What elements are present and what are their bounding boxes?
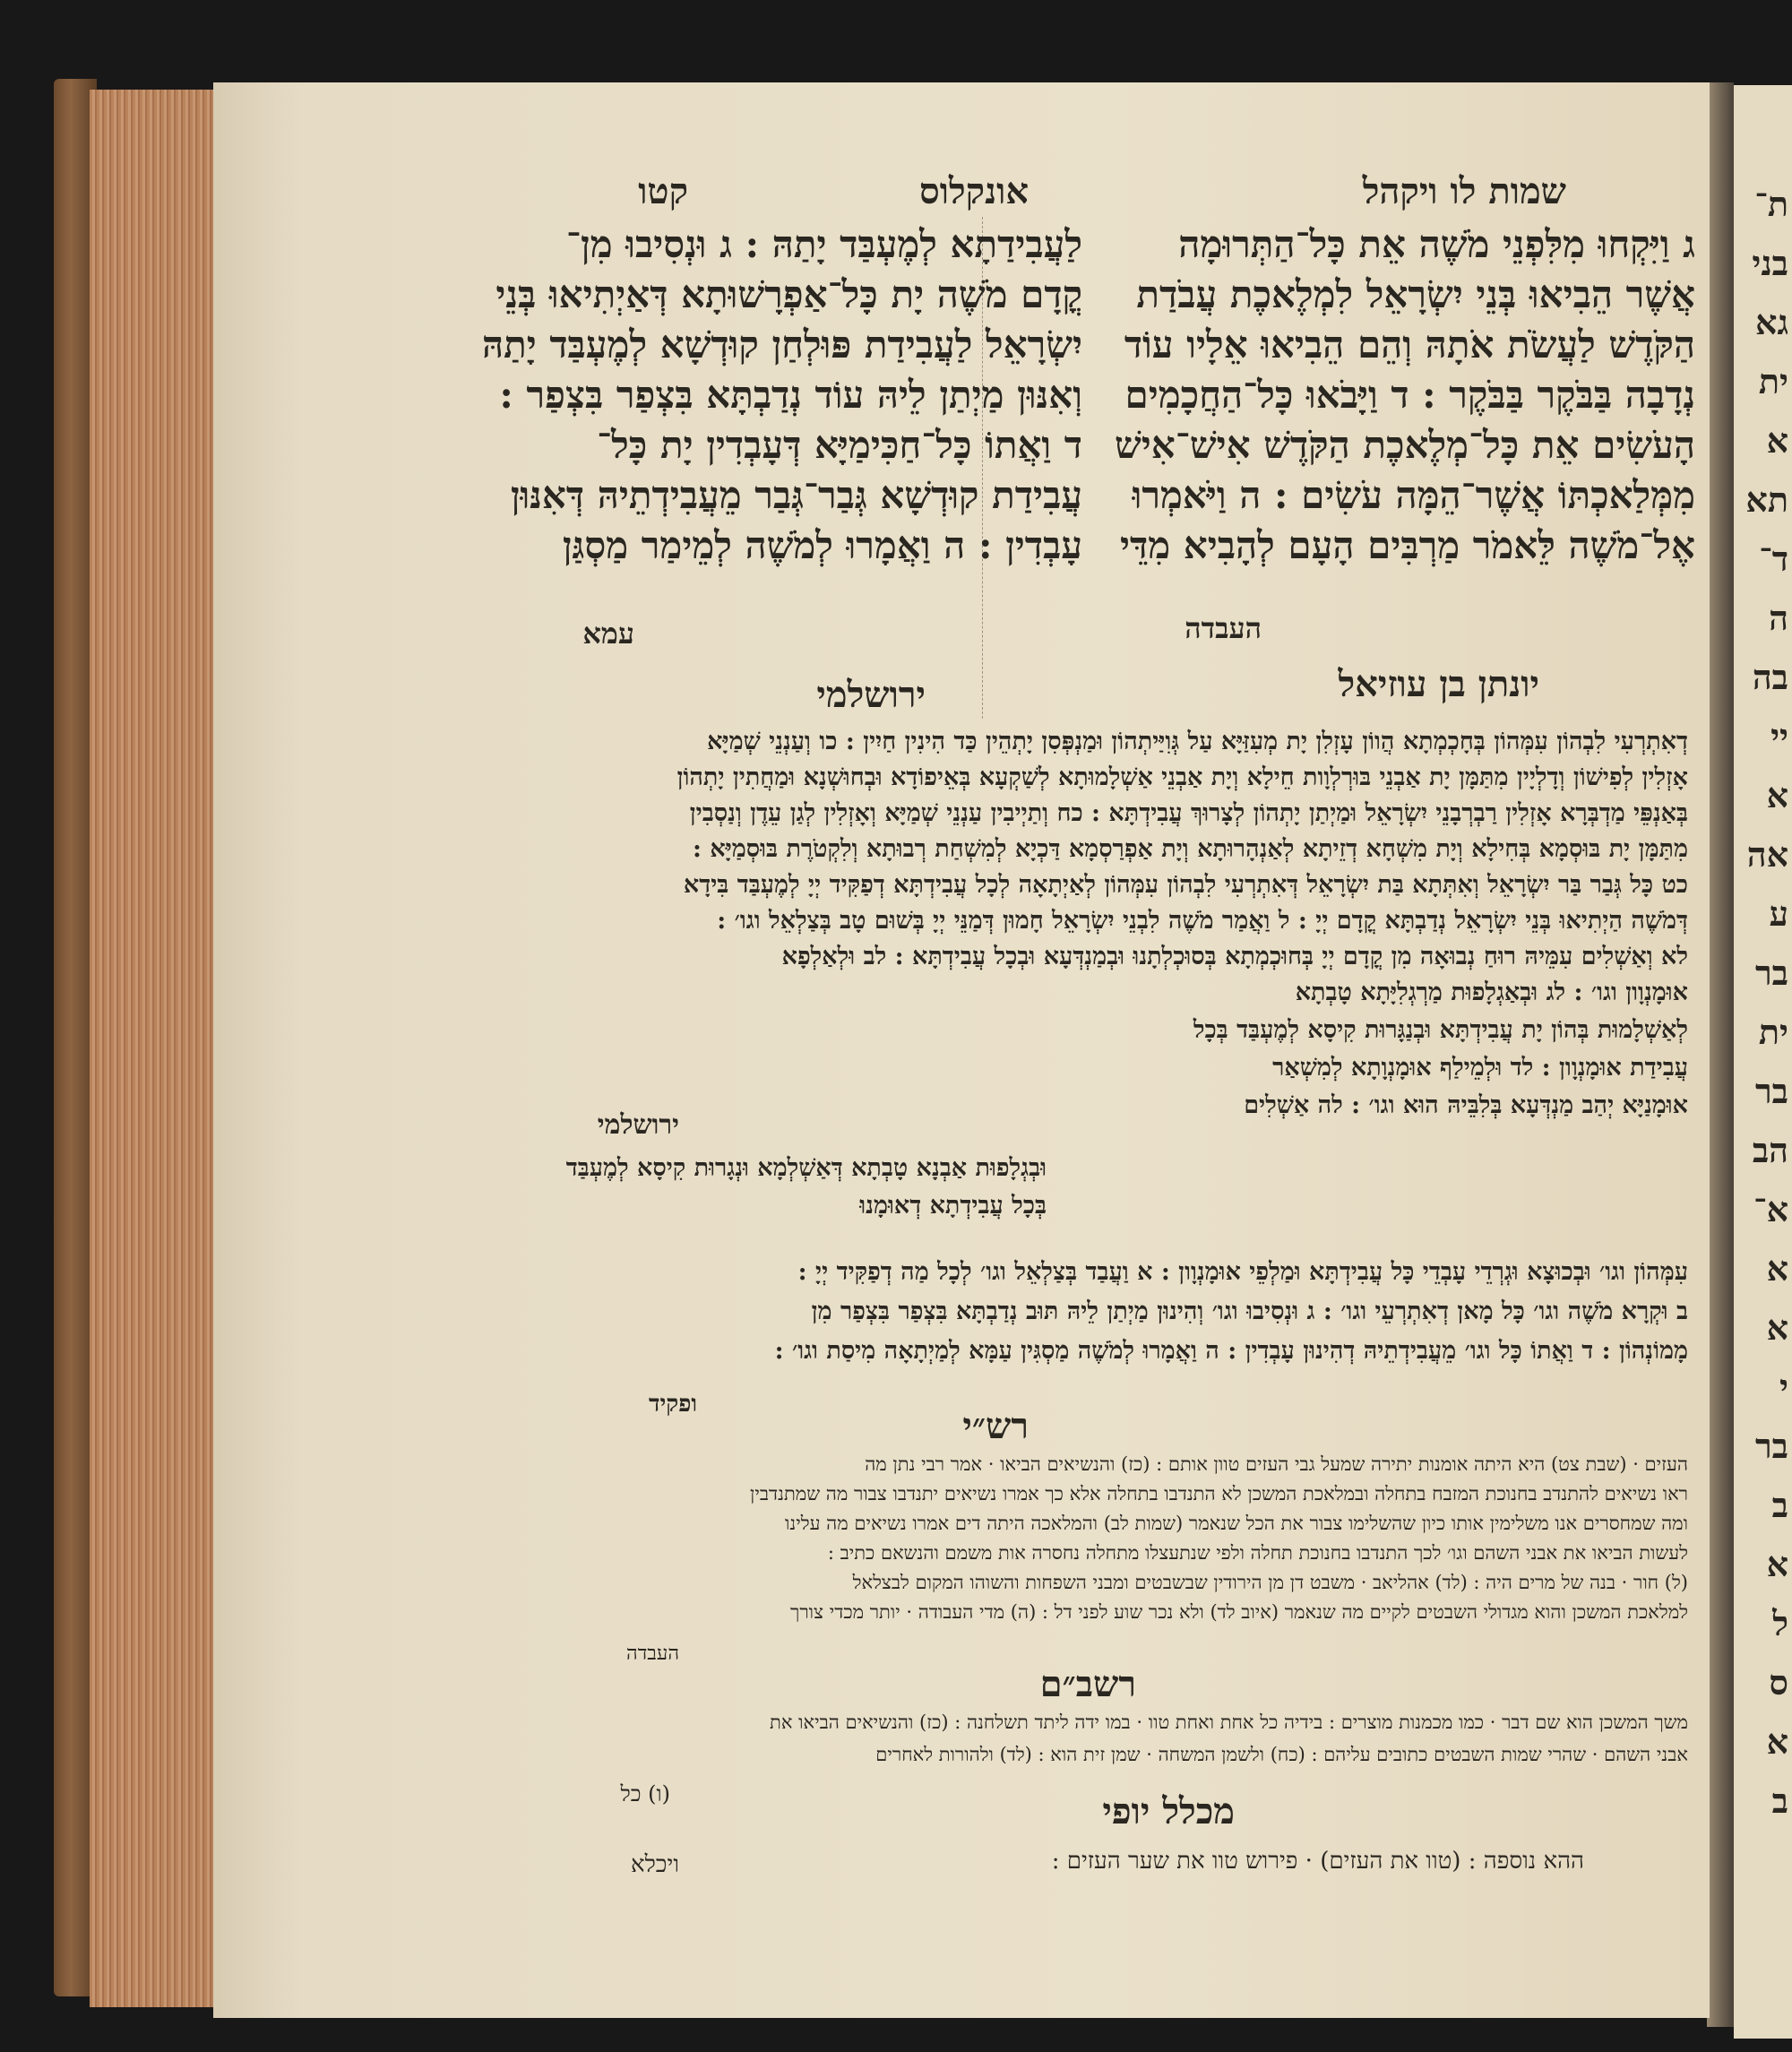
yonatan-text-bottom	[237, 1258, 1688, 1376]
rashbam-line: משך המשכן הוא שם דבר · כמו מכמנות מוצרים : בידיה כל אחת ואחת טוו · במו ידה ליתד תשלחנה : (כז) והנשיאים הביאו את	[770, 1711, 1688, 1733]
next-page-fragment: ית	[1758, 1012, 1788, 1052]
yerushalmi-line: וּבְגְלָפוּת אַבְנָא טָבְתָא דְּאַשְׁלְמָא וּנְגָרוּת קִיסָא לְמֶעְבַּד	[565, 1154, 1047, 1182]
torah-line: הַקֹּדֶשׁ לַעֲשֹׂת אֹתָהּ וְהֵם הֵבִיאוּ אֵלָיו עוֹד	[1124, 323, 1695, 366]
rashi-text	[237, 1453, 1688, 1631]
yonatan-line: כט כָּל גְּבַר בַּר יִשְׂרָאֵל וְאִתְּתָא בַּת יִשְׂרָאֵל דְּאִתְרְעִי לִבְהוֹן עִמְּהוֹן לְאַיְתָאָה לְכָל עֲבִידְתָּא דְפַקִּיד יְיָ לְמֶעְבַּד בִּידָא	[683, 871, 1688, 899]
onkelos-line: עֲבִידַת קוּדְשָׁא גְּבַר־גְּבַר מֵעֲבִידְתֵיהּ דְּאִנּוּן	[510, 473, 1082, 517]
torah-line: מִמְּלַאכְתּוֹ אֲשֶׁר־הֵמָּה עֹשִׂים : ה וַיֹּאמְרוּ	[1132, 473, 1695, 517]
rashbam-line: אבני השהם · שהרי שמות השבטים כתובים עליהם : (כח) ולשמן המשחה · שמן זית הוא : (לד) ולהורות לאחרים	[875, 1744, 1688, 1765]
mikhlal-yofi-line: ההא נוספה : (טוו את העזים) · פירוש טוו את שער העזים :	[1051, 1848, 1584, 1875]
torah-line: אֲשֶׁר הֵבִיאוּ בְּנֵי יִשְׂרָאֵל לִמְלֶאכֶת עֲבֹדַת	[1136, 272, 1695, 316]
rashbam-text	[237, 1711, 1688, 1776]
yonatan-line: אוּמָנְוָון וגו׳ : לג וּבְאַגְלָפוּת מַרְגְלִיָּתָא טָבְתָא	[1295, 979, 1688, 1006]
next-page-fragment: אה	[1746, 834, 1788, 875]
onkelos-line: עָבְדִין : ה וַאֲמָרוּ לְמֹשֶׁה לְמֵימַר מַסְגַּן	[562, 523, 1082, 567]
book-gutter	[1707, 82, 1734, 2027]
yonatan-catchword: ופקיד	[648, 1391, 697, 1418]
torah-catchword: העבדה	[1185, 611, 1262, 645]
next-page-fragment: ית	[1758, 361, 1788, 401]
next-page-fragment: ע	[1769, 893, 1788, 934]
rashi-line: ומה שמחסרים אנו משלימין אותו כיון שהשלימו צבור את הכל שנאמר (שמות לב) והמלאכה היתה דים אמרו נשיאים מה עלינו	[785, 1513, 1688, 1534]
next-page-fragment: בר	[1755, 953, 1788, 993]
yonatan-line: דְאִתְרְעִי לִבְהוֹן עִמְּהוֹן בְּחָכְמְתָא הֲווֹן עָזְלִן יָת מְעִזַּיָּא עַל גְּוִיַּיתְהוֹן וּמַנְפְּסִן יָתְהֵין כַּד הִינִין חַיִין : כו וְעַנְנֵי שְׁמַיָּא	[707, 728, 1688, 755]
yonatan-line: מָמוֹנְהוֹן : ד וַאֲתוֹ כָּל וגו׳ מֵעֲבִידְתֵיהּ דְהִינוּן עָבְדִין : ה וַאֲמָרוּ לְמֹשֶׁה מַסְגִּין עַמָּא לְמַיְתָאָה מִיסַת וגו׳ :	[774, 1337, 1688, 1365]
rashbam-catchword: (ו) כל	[620, 1781, 670, 1806]
next-page-fragment: א	[1766, 420, 1788, 461]
torah-line: הָעֹשִׂים אֵת כָּל־מְלֶאכֶת הַקֹּדֶשׁ אִישׁ־אִישׁ	[1115, 423, 1695, 467]
yonatan-line: אָזְלִין לְפִישׁוֹן וְדָלְיָין מִתַּמָּן יָת אַבְנֵי בּוּרְלְוָות חֵילָא וְיָת אַבְנֵי אַשְׁלָמוּתָא לְשַׁקְעָא בְּאֵיפוֹדָא וּבְחוּשְׁנָא וּמַחֲתִין יָתְהוֹן	[676, 763, 1688, 791]
rashbam-title: רשב״ם	[1039, 1663, 1136, 1705]
rashi-catchword: העבדה	[626, 1642, 679, 1665]
next-page-fragment: א־	[1753, 1189, 1788, 1229]
next-page-fragment: י	[1779, 1367, 1788, 1407]
yonatan-line: לא וְאַשְׁלִים עִמֵּיהּ רוּחַ נְבוּאָה מִן קֳדָם יְיָ בְּחוּכְמְתָא בְּסוּכְלְתָנוּ וּבְמַנְדְּעָא וּבְכָל עֲבִידְתָּא : לב וּלְאַלְפָא	[781, 943, 1688, 970]
next-page-fragment: הב	[1752, 1130, 1788, 1170]
next-page-fragment: ב	[1771, 1780, 1788, 1821]
rashi-line: לעשות הביאו את אבני השהם וגו׳ לכך התנדבו בחנוכת תחלה ולפי שנתעצלו מתחלה נחסרה אות משמם והנשאם כתיב :	[827, 1542, 1688, 1564]
left-page	[213, 82, 1710, 2018]
page-number: קטו	[638, 170, 688, 212]
header-onkelos: אונקלוס	[918, 170, 1029, 212]
next-page-fragment: בני	[1752, 243, 1788, 283]
yonatan-column	[1061, 979, 1688, 1129]
rashi-line: העזים · (שבת צט) היא היתה אומנות יתירה שמעל גבי העזים טוון אותם : (כז) והנשיאים הביאו · אמר רבי נתן מה	[865, 1453, 1688, 1475]
yonatan-line: מִתַּמָּן יָת בּוּסְמָא בְּחִילָא וְיָת מִשְׁחָא דְזֵיתָא לְאַנְהָרוּתָא וְיָת אַפְרַסְמָא דַּכְיָא לְמִשְׁחַת רְבוּתָא וְלִקְטֹרֶת בּוּסְמַיָּא :	[692, 835, 1688, 863]
onkelos-line: יִשְׂרָאֵל לַעֲבִידַת פּוּלְחַן קוּדְשָׁא לְמֶעְבַּד יָתַהּ	[481, 323, 1082, 366]
yonatan-line: דְּמֹשֶׁה הַיְתִיאוּ בְּנֵי יִשְׂרָאֵל נְדַבְתָּא קֳדָם יְיָ : ל וַאֲמַר מֹשֶׁה לִבְנֵי יִשְׂרָאֵל חָמוּן דְּמַנֵּי יְיָ בְּשׁוּם טָב בְּצַלְאֵל וגו׳ :	[717, 907, 1688, 935]
onkelos-text	[481, 222, 1082, 577]
next-page-fragment: א	[1766, 775, 1788, 815]
yonatan-line: בְּאַנְפֵּי מַדְבְּרָא אָזְלִין רַבְרְבָנֵי יִשְׂרָאֵל וּמַיְתַן יָתְהוֹן לְצָרוּךְ עֲבִידְתָּא : כח וְתַיְיבִין עַנְנֵי שְׁמַיָּא וְאָזְלִין לְגַן עֵדֶן וְנַסְבִין	[689, 799, 1688, 827]
onkelos-line: לַעֲבִידַתָא לְמֶעְבַּד יָתַהּ : ג וּנְסִיבוּ מִן־	[565, 222, 1082, 266]
next-page-fragment: א	[1766, 1721, 1788, 1762]
next-page-fragment: ס	[1769, 1662, 1788, 1703]
yerushalmi-inner-title: ירושלמי	[597, 1109, 679, 1141]
next-page-fragment: ד־	[1759, 539, 1788, 579]
page-edges	[90, 90, 215, 2007]
next-page-fragment: תא	[1745, 479, 1788, 520]
torah-line: ג וַיִּקְחוּ מִלִּפְנֵי מֹשֶׁה אֵת כָּל־הַתְּרוּמָה	[1178, 222, 1695, 266]
mikhlal-yofi-title: מכלל יופי	[1102, 1790, 1235, 1832]
next-page-fragment: א	[1766, 1248, 1788, 1289]
mikhlal-yofi-catchword: ויכלא	[631, 1851, 679, 1878]
next-page-fragment: א	[1766, 1307, 1788, 1348]
torah-line: נְדָבָה בַּבֹּקֶר בַּבֹּקֶר : ד וַיָּבֹאוּ כָּל־הַחֲכָמִים	[1124, 373, 1695, 417]
yonatan-line: עִמְּהוֹן וגו׳ וּבְכוּצָא וּגְרְדֵי עָבְדֵי כָּל עֲבִידְתָּא וּמַלְפֵי אוּמָנְוָון : א וַעֲבַד בְּצַלְאֵל וגו׳ לְכָל מַה דְפַקִּיד יְיָ :	[797, 1258, 1688, 1286]
rashi-line: למלאכת המשכן והוא מגדולי השבטים לקיים מה שנאמר (איוב לד) ולא נכר שוע לפני דל : (ה) מדי העבודה · יותר מכדי צורך	[790, 1601, 1688, 1623]
onkelos-line: קֳדָם מֹשֶׁה יָת כָּל־אַפְרָשׁוּתָא דְּאַיְתִיאוּ בְּנֵי	[495, 272, 1082, 316]
next-page-fragment: ל	[1772, 1603, 1788, 1643]
next-page-fragment: יי	[1770, 716, 1788, 756]
yerushalmi-line: בְּכָל עֲבִידְתָא דְאוּמָנוּ	[859, 1192, 1047, 1220]
yonatan-text	[237, 728, 1688, 979]
yonatan-title: יונתן בן עוזיאל	[1338, 663, 1539, 705]
next-page-fragment: גא	[1755, 302, 1788, 342]
next-page-fragment: ת־	[1754, 184, 1788, 224]
next-page-fragment: בה	[1752, 657, 1788, 697]
yonatan-line: עֲבִידַת אוּמָנְוָון : לד וּלְמֵילַף אוּמָנְוָתָא לְמִשְׁאַר	[1272, 1054, 1688, 1082]
torah-line: אֶל־מֹשֶׁה לֵּאמֹר מַרְבִּים הָעָם לְהָבִיא מִדֵּי	[1120, 523, 1695, 567]
torah-text	[1115, 222, 1695, 577]
yonatan-line: ב וּקְרָא מֹשֶׁה וגו׳ כָּל מָאן דְאִתְרְעֵי וגו׳ : ג וּנְסִיבוּ וגו׳ וְהִינוּן מַיְתַן לֵיהּ תּוּב נְדַבְתָּא בִּצְפַר בִּצְפַר מִן	[811, 1298, 1688, 1325]
onkelos-line: ד וַאֲתוֹ כָּל־חַכִּימַיָּא דְּעָבְדִין יָת כָּל־	[597, 423, 1082, 467]
yerushalmi-title: ירושלמי	[816, 674, 926, 716]
header-torah: שמות לו ויקהל	[1362, 170, 1566, 212]
yonatan-line: לְאַשְׁלָמוּת בְּהוֹן יָת עֲבִידְתָּא וּבְנַגָּרוּת קִיסָא לְמֶעְבַּד בְּכָל	[1193, 1016, 1688, 1044]
rashi-line: ראו נשיאים להתנדב בחנוכת המזבח בתחלה ובמלאכת המשכן לא התנדבו בתחלה אלא כך אמרו נשיאים יתנדבו צבור מה שמתנדבין	[750, 1483, 1688, 1505]
next-page-fragment: ה	[1769, 598, 1788, 638]
rashi-line: (ל) חור · בנה של מרים היה : (לד) אהליאב · משבט דן מן הירודין שבשבטים ומבני השפחות והשוהו המקום לבצלאל	[852, 1572, 1688, 1593]
right-page-edge	[1734, 85, 1792, 2039]
next-page-fragment: א	[1766, 1544, 1788, 1584]
onkelos-line: וְאִנּוּן מַיְתַן לֵיהּ עוֹד נְדַבְתָּא בִּצְפַר בִּצְפַר :	[499, 373, 1082, 417]
onkelos-catchword: עמא	[582, 616, 634, 651]
next-page-fragment: בר	[1755, 1426, 1788, 1466]
rashi-title: רש״י	[962, 1405, 1029, 1447]
next-page-fragment: ב	[1771, 1485, 1788, 1525]
yonatan-line: אוּמָנַיָּא יְהַב מַנְדְּעָא בְּלִבֵּיהּ הוּא וגו׳ : לה אַשְׁלִים	[1244, 1091, 1688, 1119]
next-page-fragment: בר	[1755, 1071, 1788, 1111]
yerushalmi-text	[419, 1154, 1047, 1229]
